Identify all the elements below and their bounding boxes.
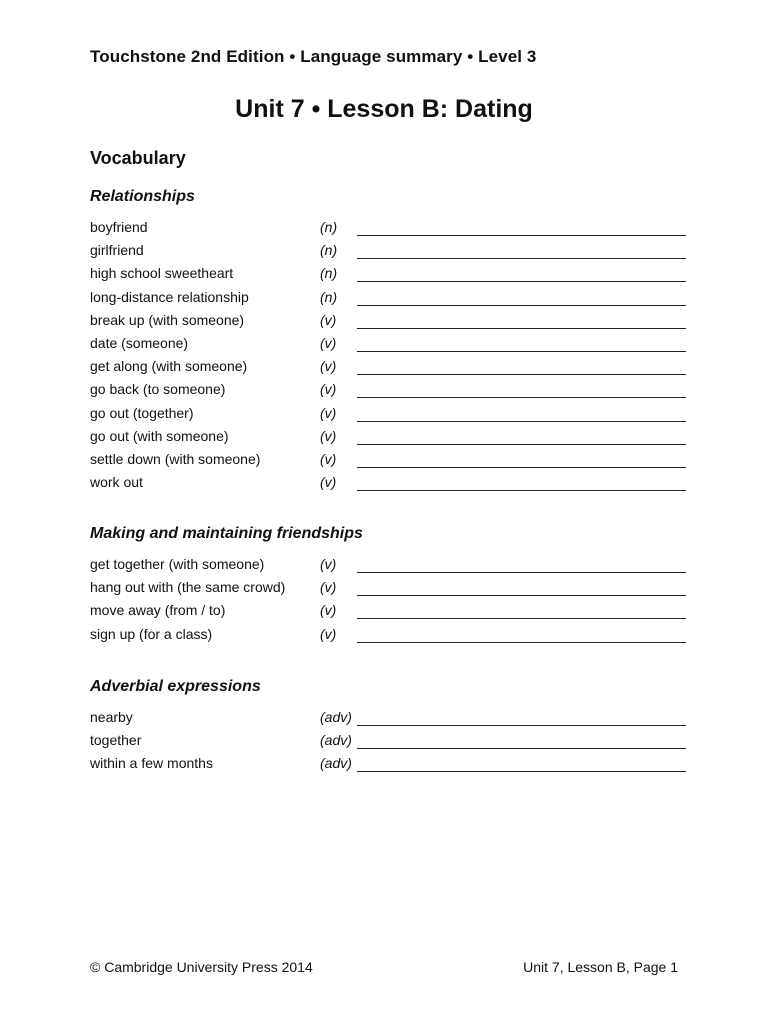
part-of-speech: (v)	[320, 358, 337, 375]
answer-line[interactable]	[357, 572, 686, 573]
vocab-term: together	[90, 732, 142, 749]
part-of-speech: (v)	[320, 625, 337, 642]
vocabulary-list	[90, 707, 690, 777]
answer-line[interactable]	[357, 642, 686, 643]
part-of-speech: (n)	[320, 288, 338, 305]
vocab-row	[90, 624, 690, 647]
vocab-term: date (someone)	[90, 334, 189, 351]
part-of-speech: (adv)	[320, 732, 352, 749]
answer-line[interactable]	[357, 725, 686, 726]
vocab-term: get together (with someone)	[90, 556, 265, 572]
adverbial-expressions-section	[90, 676, 690, 777]
part-of-speech: (v)	[320, 381, 337, 398]
answer-line[interactable]	[357, 374, 686, 375]
vocab-row	[90, 403, 690, 426]
answer-line[interactable]	[357, 351, 686, 352]
vocab-term: move away (from / to)	[90, 602, 226, 619]
answer-line[interactable]	[357, 748, 686, 749]
vocab-row	[90, 217, 690, 240]
relationships-section	[90, 186, 690, 495]
subsection-heading: Adverbial expressions	[90, 678, 261, 695]
vocab-term: go out (together)	[90, 404, 194, 421]
subsection-heading: Making and maintaining friendships	[90, 525, 363, 542]
answer-line[interactable]	[357, 490, 686, 491]
subsection-heading: Relationships	[90, 188, 195, 205]
part-of-speech: (adv)	[320, 709, 352, 725]
vocab-term: sign up (for a class)	[90, 625, 213, 642]
vocab-row	[90, 310, 690, 333]
part-of-speech: (n)	[320, 219, 338, 235]
vocab-row	[90, 600, 690, 623]
vocab-term: within a few months	[90, 755, 213, 772]
vocab-row	[90, 472, 690, 495]
page-number: Unit 7, Lesson B, Page 1	[523, 959, 678, 975]
vocab-term: settle down (with someone)	[90, 450, 261, 467]
section-title: Vocabulary	[90, 148, 186, 168]
part-of-speech: (adv)	[320, 755, 352, 772]
vocabulary-list	[90, 554, 690, 647]
vocab-term: go back (to someone)	[90, 381, 226, 398]
answer-line[interactable]	[357, 281, 686, 282]
answer-line[interactable]	[357, 421, 686, 422]
vocab-row	[90, 753, 690, 776]
vocab-term: break up (with someone)	[90, 311, 245, 328]
answer-line[interactable]	[357, 328, 686, 329]
part-of-speech: (v)	[320, 602, 337, 619]
part-of-speech: (v)	[320, 474, 337, 491]
vocab-row	[90, 577, 690, 600]
vocab-term: boyfriend	[90, 219, 148, 235]
part-of-speech: (v)	[320, 450, 337, 467]
part-of-speech: (v)	[320, 556, 337, 572]
copyright-notice: © Cambridge University Press 2014	[90, 959, 313, 975]
answer-line[interactable]	[357, 305, 686, 306]
vocab-term: go out (with someone)	[90, 427, 229, 444]
part-of-speech: (v)	[320, 404, 337, 421]
part-of-speech: (v)	[320, 311, 337, 328]
vocab-row	[90, 426, 690, 449]
vocab-row	[90, 333, 690, 356]
part-of-speech: (v)	[320, 427, 337, 444]
vocab-row	[90, 379, 690, 402]
vocab-row	[90, 287, 690, 310]
answer-line[interactable]	[357, 258, 686, 259]
answer-line[interactable]	[357, 444, 686, 445]
vocab-row	[90, 263, 690, 286]
answer-line[interactable]	[357, 397, 686, 398]
vocab-row	[90, 707, 690, 730]
part-of-speech: (n)	[320, 265, 338, 282]
part-of-speech: (n)	[320, 242, 338, 259]
vocab-row	[90, 240, 690, 263]
vocab-term: high school sweetheart	[90, 265, 234, 282]
vocabulary-list	[90, 217, 690, 495]
page-header: Touchstone 2nd Edition • Language summary • Level 3	[90, 47, 537, 66]
answer-line[interactable]	[357, 235, 686, 236]
page-title: Unit 7 • Lesson B: Dating	[235, 95, 533, 123]
vocab-row	[90, 730, 690, 753]
vocab-term: work out	[90, 474, 143, 491]
vocab-term: nearby	[90, 709, 133, 725]
vocab-term: hang out with (the same crowd)	[90, 579, 286, 596]
vocab-row	[90, 554, 690, 577]
vocab-term: long-distance relationship	[90, 288, 249, 305]
part-of-speech: (v)	[320, 334, 337, 351]
vocab-term: get along (with someone)	[90, 358, 248, 375]
friendships-section	[90, 523, 690, 647]
answer-line[interactable]	[357, 618, 686, 619]
part-of-speech: (v)	[320, 579, 337, 596]
vocab-row	[90, 356, 690, 379]
answer-line[interactable]	[357, 595, 686, 596]
answer-line[interactable]	[357, 771, 686, 772]
vocab-row	[90, 449, 690, 472]
answer-line[interactable]	[357, 467, 686, 468]
vocab-term: girlfriend	[90, 242, 144, 259]
